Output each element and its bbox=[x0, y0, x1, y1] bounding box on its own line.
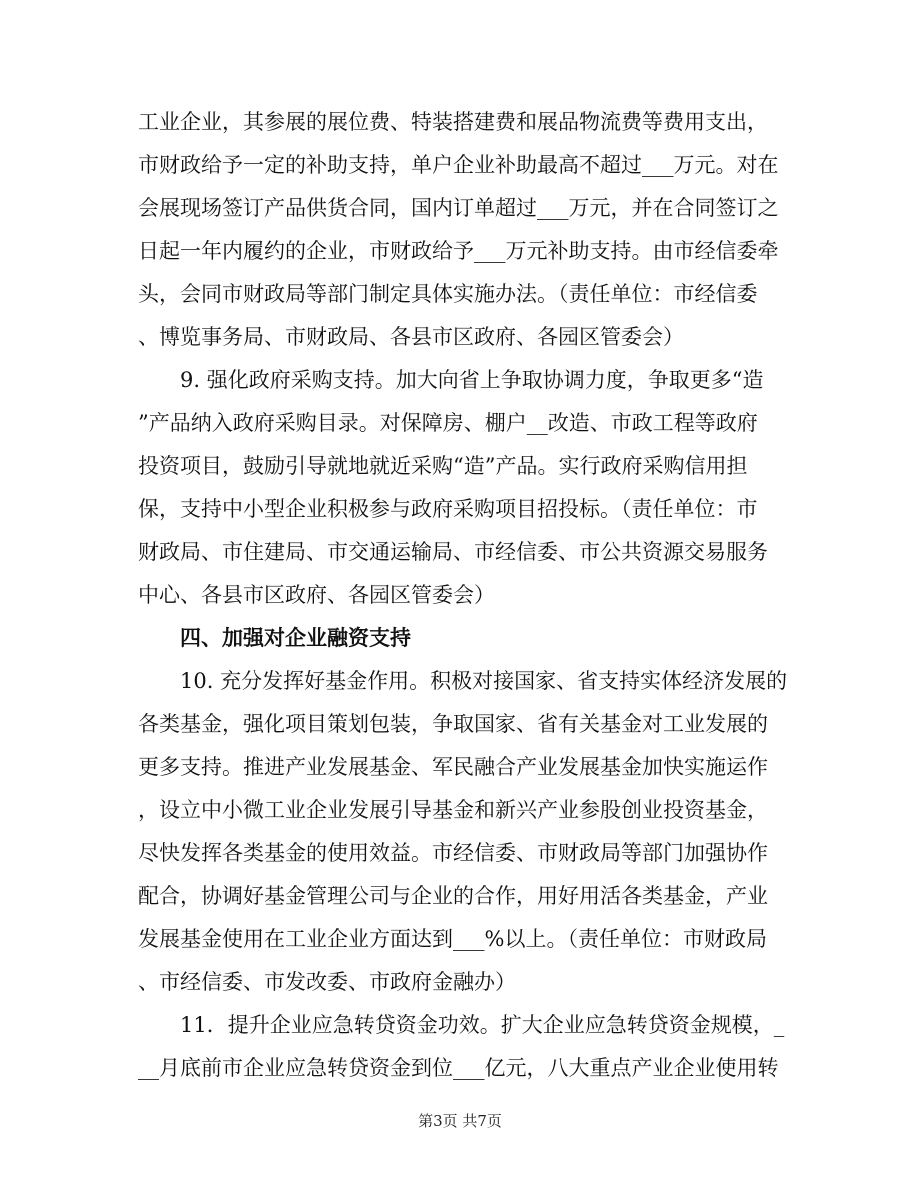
body-line: 、市经信委、市发改委、市政府金融办） bbox=[138, 970, 516, 994]
body-line: 各类基金，强化项目策划包装，争取国家、省有关基金对工业发展的 bbox=[138, 712, 768, 736]
body-line: 投资项目，鼓励引导就地就近采购“造”产品。实行政府采购信用担 bbox=[138, 454, 748, 478]
body-line: 保，支持中小型企业积极参与政府采购项目招投标。（责任单位：市 bbox=[138, 497, 758, 521]
page-number-footer: 第3页 共7页 bbox=[418, 1112, 502, 1130]
body-line: 中心、各县市区政府、各园区管委会） bbox=[138, 583, 495, 607]
body-line: ，设立中小微工业企业发展引导基金和新兴产业参股创业投资基金， bbox=[138, 798, 768, 822]
section-heading: 四、加强对企业融资支持 bbox=[138, 626, 411, 650]
body-line: 会展现场签订产品供货合同，国内订单超过___万元，并在合同签订之 bbox=[138, 196, 779, 220]
body-line: 9. 强化政府采购支持。加大向省上争取协调力度，争取更多“造 bbox=[138, 368, 764, 392]
body-line: 工业企业，其参展的展位费、特装搭建费和展品物流费等费用支出， bbox=[138, 110, 768, 134]
body-line: 、博览事务局、市财政局、各县市区政府、各园区管委会） bbox=[138, 325, 684, 349]
body-line: 10. 充分发挥好基金作用。积极对接国家、省支持实体经济发展的 bbox=[138, 669, 788, 693]
body-line: 发展基金使用在工业企业方面达到___%以上。（责任单位：市财政局 bbox=[138, 927, 767, 951]
body-line: 市财政给予一定的补助支持，单户企业补助最高不超过___万元。对在 bbox=[138, 153, 779, 177]
body-line: 头，会同市财政局等部门制定具体实施办法。（责任单位：市经信委 bbox=[138, 282, 758, 306]
body-line: 尽快发挥各类基金的使用效益。市经信委、市财政局等部门加强协作 bbox=[138, 841, 768, 865]
body-line: 日起一年内履约的企业，市财政给予___万元补助支持。由市经信委牵 bbox=[138, 239, 779, 263]
body-line: 财政局、市住建局、市交通运输局、市经信委、市公共资源交易服务 bbox=[138, 540, 768, 564]
body-line: 配合，协调好基金管理公司与企业的合作，用好用活各类基金，产业 bbox=[138, 884, 768, 908]
body-line: __月底前市企业应急转贷资金到位___亿元，八大重点产业企业使用转 bbox=[138, 1056, 779, 1080]
body-line: 更多支持。推进产业发展基金、军民融合产业发展基金加快实施运作 bbox=[138, 755, 768, 779]
body-line: ”产品纳入政府采购目录。对保障房、棚户__改造、市政工程等政府 bbox=[138, 411, 758, 435]
body-line: 11．提升企业应急转贷资金功效。扩大企业应急转贷资金规模，_ bbox=[138, 1013, 785, 1037]
